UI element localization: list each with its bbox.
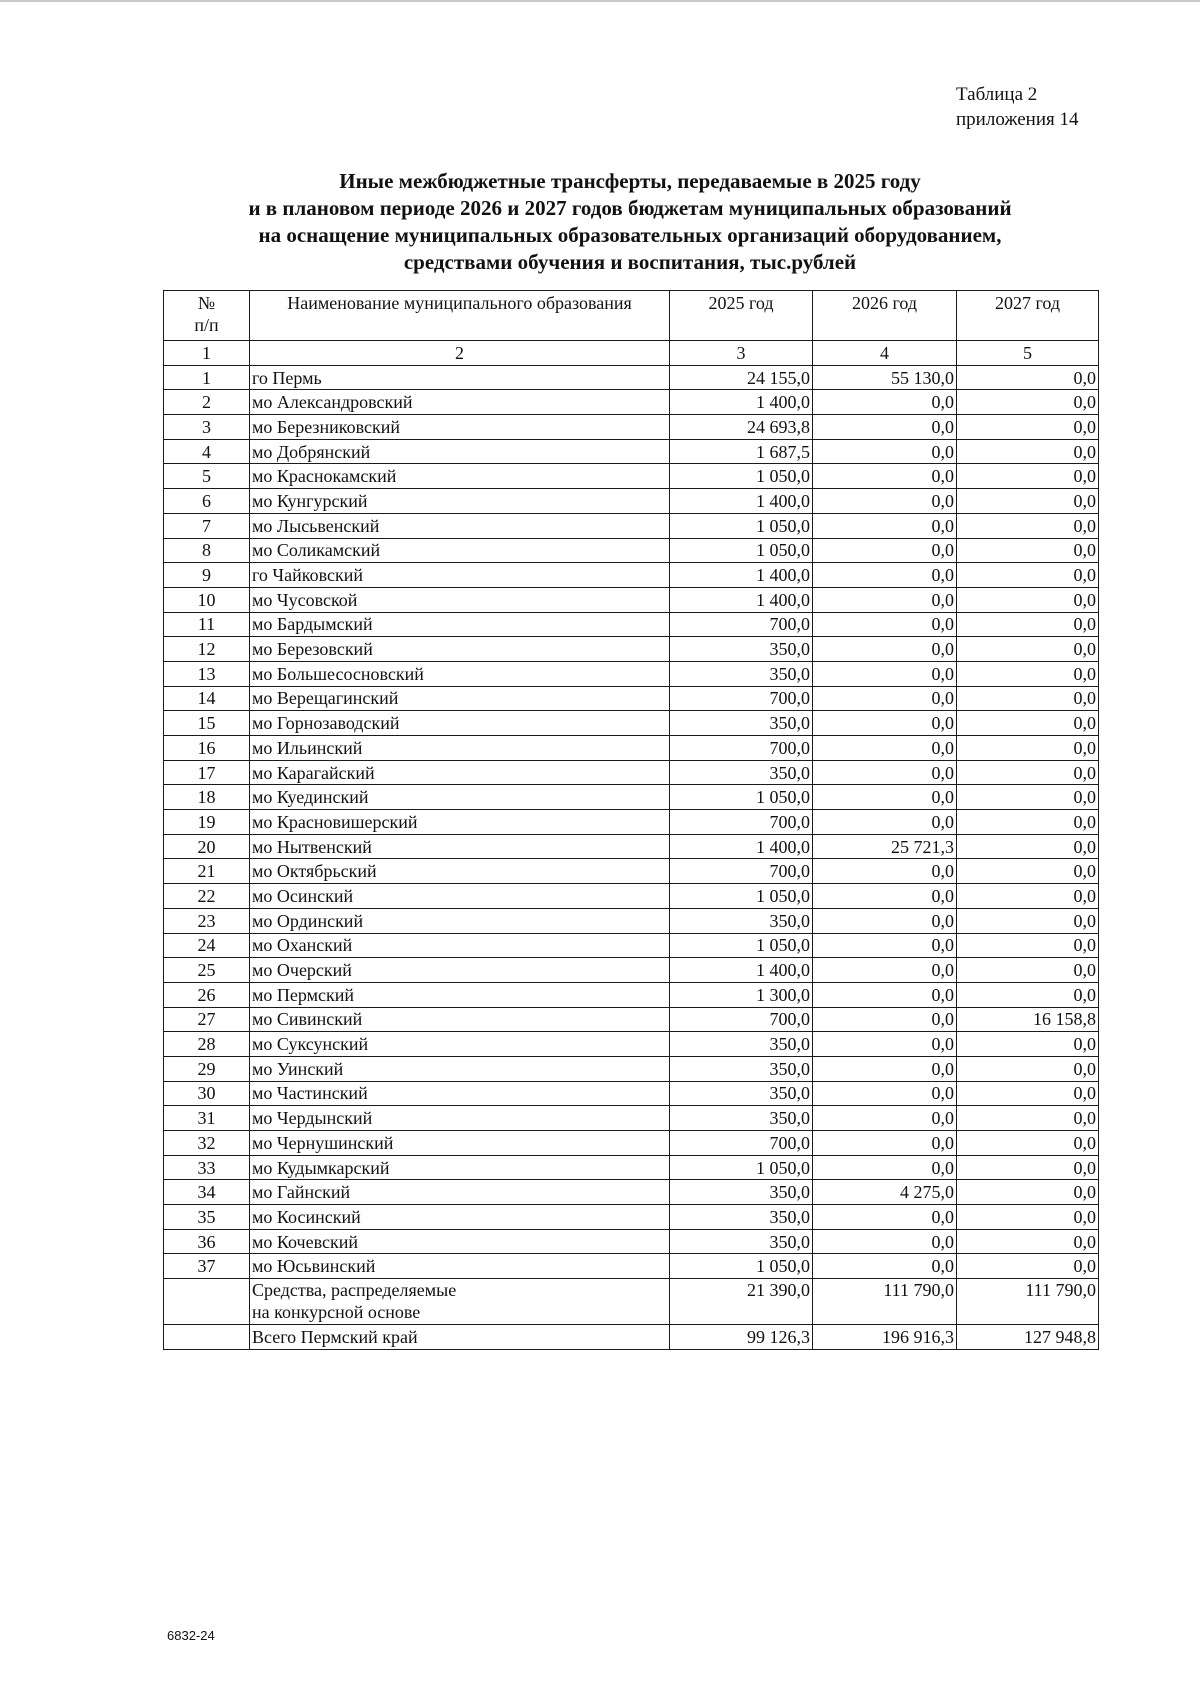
row-value-2027: 0,0 — [957, 563, 1099, 588]
row-name: мо Гайнский — [250, 1180, 670, 1205]
table-row — [164, 1131, 1099, 1156]
row-value-2027: 0,0 — [957, 1205, 1099, 1230]
row-name: мо Юсьвинский — [250, 1254, 670, 1279]
row-value-2025: 350,0 — [670, 1032, 813, 1057]
table-row — [164, 390, 1099, 415]
table-row — [164, 1180, 1099, 1205]
row-value-2025: 1 400,0 — [670, 587, 813, 612]
row-value-2025: 350,0 — [670, 1205, 813, 1230]
row-name: мо Чусовской — [250, 587, 670, 612]
row-value-2025: 700,0 — [670, 736, 813, 761]
row-value-2027: 0,0 — [957, 365, 1099, 390]
table-row — [164, 1056, 1099, 1081]
row-value-2025: 1 050,0 — [670, 538, 813, 563]
row-number: 9 — [164, 563, 250, 588]
row-name: мо Добрянский — [250, 439, 670, 464]
row-value-2025: 1 050,0 — [670, 785, 813, 810]
row-name: мо Соликамский — [250, 538, 670, 563]
table-row — [164, 365, 1099, 390]
header-number-symbol: № — [197, 293, 216, 313]
row-value-2025: 700,0 — [670, 1007, 813, 1032]
column-number: 2 — [250, 341, 670, 366]
row-value-2027: 0,0 — [957, 1056, 1099, 1081]
row-value-2027: 0,0 — [957, 785, 1099, 810]
table-body — [164, 365, 1099, 1349]
row-name: мо Ильинский — [250, 736, 670, 761]
row-name: мо Уинский — [250, 1056, 670, 1081]
row-value-2026: 0,0 — [813, 1254, 957, 1279]
table-row — [164, 661, 1099, 686]
row-number: 34 — [164, 1180, 250, 1205]
row-value-2026: 0,0 — [813, 661, 957, 686]
column-number: 1 — [164, 341, 250, 366]
row-number — [164, 1325, 250, 1350]
row-value-2025: 700,0 — [670, 810, 813, 835]
table-row — [164, 785, 1099, 810]
row-value-2026: 0,0 — [813, 884, 957, 909]
row-value-2027: 0,0 — [957, 884, 1099, 909]
appendix-reference — [956, 82, 1078, 132]
row-number: 32 — [164, 1131, 250, 1156]
row-name: мо Бардымский — [250, 612, 670, 637]
row-name: мо Осинский — [250, 884, 670, 909]
row-name: мо Верещагинский — [250, 686, 670, 711]
row-name: Всего Пермский край — [250, 1325, 670, 1350]
table-row — [164, 982, 1099, 1007]
row-value-2025: 1 050,0 — [670, 1254, 813, 1279]
row-number: 22 — [164, 884, 250, 909]
row-value-2026: 0,0 — [813, 464, 957, 489]
row-value-2027: 0,0 — [957, 637, 1099, 662]
row-value-2027: 127 948,8 — [957, 1325, 1099, 1350]
row-value-2027: 16 158,8 — [957, 1007, 1099, 1032]
row-value-2027: 0,0 — [957, 834, 1099, 859]
table-row — [164, 760, 1099, 785]
header-number — [164, 291, 250, 341]
row-value-2026: 0,0 — [813, 711, 957, 736]
row-value-2027: 0,0 — [957, 760, 1099, 785]
row-value-2026: 0,0 — [813, 1007, 957, 1032]
row-value-2026: 0,0 — [813, 982, 957, 1007]
row-name: мо Краснокамский — [250, 464, 670, 489]
scan-top-edge — [0, 0, 1200, 2]
row-value-2027: 0,0 — [957, 1032, 1099, 1057]
competitive-name-line-1: Средства, распределяемые — [252, 1280, 457, 1301]
row-number: 37 — [164, 1254, 250, 1279]
row-number: 23 — [164, 908, 250, 933]
row-value-2026: 0,0 — [813, 933, 957, 958]
row-value-2026: 0,0 — [813, 538, 957, 563]
row-name: мо Пермский — [250, 982, 670, 1007]
row-value-2025: 350,0 — [670, 1229, 813, 1254]
row-value-2026: 0,0 — [813, 1081, 957, 1106]
row-name: мо Красновишерский — [250, 810, 670, 835]
row-number: 20 — [164, 834, 250, 859]
row-name: мо Кунгурский — [250, 489, 670, 514]
row-value-2026: 0,0 — [813, 785, 957, 810]
header-number-abbr: п/п — [194, 315, 219, 335]
row-value-2026: 4 275,0 — [813, 1180, 957, 1205]
row-name: мо Большесосновский — [250, 661, 670, 686]
table-row — [164, 1106, 1099, 1131]
row-number: 10 — [164, 587, 250, 612]
table-label: Таблица 2 — [956, 84, 1038, 105]
row-name: мо Чердынский — [250, 1106, 670, 1131]
row-name: мо Суксунский — [250, 1032, 670, 1057]
table-row — [164, 489, 1099, 514]
row-name: мо Октябрьский — [250, 859, 670, 884]
row-value-2027: 0,0 — [957, 513, 1099, 538]
row-value-2026: 0,0 — [813, 1131, 957, 1156]
row-value-2025: 1 400,0 — [670, 958, 813, 983]
row-number: 30 — [164, 1081, 250, 1106]
row-value-2026: 0,0 — [813, 1229, 957, 1254]
row-number: 6 — [164, 489, 250, 514]
row-value-2025: 350,0 — [670, 1106, 813, 1131]
table-row — [164, 612, 1099, 637]
table-row — [164, 711, 1099, 736]
row-value-2025: 24 693,8 — [670, 415, 813, 440]
row-value-2025: 1 050,0 — [670, 1155, 813, 1180]
table-row — [164, 884, 1099, 909]
row-value-2026: 0,0 — [813, 1056, 957, 1081]
row-value-2027: 0,0 — [957, 736, 1099, 761]
row-value-2027: 0,0 — [957, 711, 1099, 736]
table-row — [164, 1081, 1099, 1106]
row-value-2027: 0,0 — [957, 612, 1099, 637]
row-value-2027: 0,0 — [957, 1254, 1099, 1279]
row-name: мо Лысьвенский — [250, 513, 670, 538]
row-value-2026: 0,0 — [813, 513, 957, 538]
row-value-2025: 350,0 — [670, 637, 813, 662]
row-value-2026: 0,0 — [813, 439, 957, 464]
row-name: мо Очерский — [250, 958, 670, 983]
row-number: 17 — [164, 760, 250, 785]
row-value-2026: 25 721,3 — [813, 834, 957, 859]
row-number: 31 — [164, 1106, 250, 1131]
row-value-2025: 99 126,3 — [670, 1325, 813, 1350]
table-row — [164, 1254, 1099, 1279]
table-row — [164, 736, 1099, 761]
row-name: го Чайковский — [250, 563, 670, 588]
row-number: 18 — [164, 785, 250, 810]
title-line-2: и в плановом периоде 2026 и 2027 годов бюджетам муниципальных образований — [248, 196, 1012, 220]
row-value-2026: 0,0 — [813, 686, 957, 711]
row-number: 35 — [164, 1205, 250, 1230]
header-2025: 2025 год — [670, 291, 813, 341]
row-name: мо Нытвенский — [250, 834, 670, 859]
row-name: мо Карагайский — [250, 760, 670, 785]
row-number: 3 — [164, 415, 250, 440]
row-number: 27 — [164, 1007, 250, 1032]
row-value-2026: 0,0 — [813, 415, 957, 440]
row-value-2025: 1 050,0 — [670, 933, 813, 958]
row-name: мо Косинский — [250, 1205, 670, 1230]
row-number: 21 — [164, 859, 250, 884]
table-row — [164, 637, 1099, 662]
table-row — [164, 415, 1099, 440]
row-value-2027: 0,0 — [957, 1229, 1099, 1254]
document-code: 6832-24 — [167, 1628, 215, 1643]
row-value-2027: 0,0 — [957, 1131, 1099, 1156]
row-value-2027: 0,0 — [957, 1106, 1099, 1131]
row-value-2027: 0,0 — [957, 1155, 1099, 1180]
table-row — [164, 834, 1099, 859]
row-value-2025: 1 400,0 — [670, 563, 813, 588]
row-number: 5 — [164, 464, 250, 489]
row-value-2025: 350,0 — [670, 1081, 813, 1106]
header-name: Наименование муниципального образования — [250, 291, 670, 341]
table-row — [164, 464, 1099, 489]
row-number: 29 — [164, 1056, 250, 1081]
row-value-2025: 350,0 — [670, 908, 813, 933]
row-name: мо Оханский — [250, 933, 670, 958]
row-value-2026: 0,0 — [813, 810, 957, 835]
title-line-3: на оснащение муниципальных образовательных организаций оборудованием, — [258, 223, 1002, 247]
row-number: 2 — [164, 390, 250, 415]
row-value-2025: 350,0 — [670, 711, 813, 736]
row-number: 8 — [164, 538, 250, 563]
row-name: мо Березовский — [250, 637, 670, 662]
row-value-2027: 0,0 — [957, 933, 1099, 958]
table-row — [164, 1229, 1099, 1254]
row-value-2027: 0,0 — [957, 587, 1099, 612]
row-number: 25 — [164, 958, 250, 983]
table-row — [164, 859, 1099, 884]
row-number: 7 — [164, 513, 250, 538]
column-number: 3 — [670, 341, 813, 366]
row-value-2027: 0,0 — [957, 1180, 1099, 1205]
appendix-label: приложения 14 — [956, 109, 1079, 130]
row-name: мо Кочевский — [250, 1229, 670, 1254]
row-value-2025: 350,0 — [670, 760, 813, 785]
row-name: мо Горнозаводский — [250, 711, 670, 736]
row-number: 24 — [164, 933, 250, 958]
table-row — [164, 1032, 1099, 1057]
row-value-2026: 0,0 — [813, 637, 957, 662]
row-value-2026: 0,0 — [813, 760, 957, 785]
row-value-2026: 0,0 — [813, 859, 957, 884]
row-value-2026: 0,0 — [813, 489, 957, 514]
header-2027: 2027 год — [957, 291, 1099, 341]
row-value-2026: 0,0 — [813, 563, 957, 588]
row-value-2027: 0,0 — [957, 1081, 1099, 1106]
table-header-row — [164, 291, 1099, 341]
row-value-2026: 0,0 — [813, 612, 957, 637]
row-value-2025: 700,0 — [670, 1131, 813, 1156]
row-value-2027: 0,0 — [957, 982, 1099, 1007]
total-row — [164, 1325, 1099, 1350]
row-value-2025: 24 155,0 — [670, 365, 813, 390]
row-value-2026: 0,0 — [813, 958, 957, 983]
table-row — [164, 1205, 1099, 1230]
table-row — [164, 1155, 1099, 1180]
row-value-2027: 111 790,0 — [957, 1279, 1099, 1325]
row-value-2026: 0,0 — [813, 1205, 957, 1230]
row-value-2025: 1 050,0 — [670, 884, 813, 909]
row-number: 11 — [164, 612, 250, 637]
row-number: 26 — [164, 982, 250, 1007]
row-value-2025: 1 400,0 — [670, 390, 813, 415]
table-row — [164, 563, 1099, 588]
row-value-2026: 55 130,0 — [813, 365, 957, 390]
row-number: 15 — [164, 711, 250, 736]
row-number: 28 — [164, 1032, 250, 1057]
transfers-table — [163, 290, 1099, 1350]
row-value-2026: 196 916,3 — [813, 1325, 957, 1350]
row-value-2026: 0,0 — [813, 1032, 957, 1057]
row-value-2025: 1 687,5 — [670, 439, 813, 464]
title-line-1: Иные межбюджетные трансферты, передаваемые в 2025 году — [339, 169, 921, 193]
table-row — [164, 810, 1099, 835]
row-value-2026: 0,0 — [813, 587, 957, 612]
row-value-2027: 0,0 — [957, 390, 1099, 415]
row-name: мо Кудымкарский — [250, 1155, 670, 1180]
row-value-2025: 700,0 — [670, 859, 813, 884]
row-value-2025: 1 050,0 — [670, 464, 813, 489]
row-value-2027: 0,0 — [957, 810, 1099, 835]
table-row — [164, 513, 1099, 538]
table-row — [164, 587, 1099, 612]
row-value-2025: 700,0 — [670, 612, 813, 637]
row-value-2026: 0,0 — [813, 390, 957, 415]
row-value-2025: 1 300,0 — [670, 982, 813, 1007]
row-name — [250, 1279, 670, 1325]
document-title — [150, 168, 1110, 276]
competitive-funds-row — [164, 1279, 1099, 1325]
row-number: 12 — [164, 637, 250, 662]
row-name: го Пермь — [250, 365, 670, 390]
row-value-2026: 0,0 — [813, 1155, 957, 1180]
row-value-2027: 0,0 — [957, 415, 1099, 440]
row-value-2027: 0,0 — [957, 538, 1099, 563]
row-name: мо Куединский — [250, 785, 670, 810]
column-number: 4 — [813, 341, 957, 366]
row-name: мо Александровский — [250, 390, 670, 415]
row-value-2026: 111 790,0 — [813, 1279, 957, 1325]
row-value-2025: 1 050,0 — [670, 513, 813, 538]
row-value-2025: 21 390,0 — [670, 1279, 813, 1325]
row-value-2026: 0,0 — [813, 1106, 957, 1131]
row-value-2025: 350,0 — [670, 1180, 813, 1205]
row-value-2027: 0,0 — [957, 908, 1099, 933]
row-value-2025: 1 400,0 — [670, 834, 813, 859]
row-number: 16 — [164, 736, 250, 761]
table-row — [164, 1007, 1099, 1032]
row-value-2025: 1 400,0 — [670, 489, 813, 514]
table-row — [164, 933, 1099, 958]
row-name: мо Чернушинский — [250, 1131, 670, 1156]
row-name: мо Березниковский — [250, 415, 670, 440]
row-number: 14 — [164, 686, 250, 711]
row-value-2025: 350,0 — [670, 661, 813, 686]
row-number: 19 — [164, 810, 250, 835]
row-value-2025: 350,0 — [670, 1056, 813, 1081]
row-number: 36 — [164, 1229, 250, 1254]
row-name: мо Сивинский — [250, 1007, 670, 1032]
row-value-2027: 0,0 — [957, 686, 1099, 711]
row-value-2027: 0,0 — [957, 859, 1099, 884]
table-row — [164, 439, 1099, 464]
row-value-2027: 0,0 — [957, 661, 1099, 686]
row-value-2026: 0,0 — [813, 908, 957, 933]
row-value-2026: 0,0 — [813, 736, 957, 761]
table-row — [164, 686, 1099, 711]
title-line-4: средствами обучения и воспитания, тыс.рублей — [403, 250, 857, 274]
table-row — [164, 958, 1099, 983]
row-number — [164, 1279, 250, 1325]
row-name: мо Частинский — [250, 1081, 670, 1106]
row-number: 1 — [164, 365, 250, 390]
row-value-2027: 0,0 — [957, 958, 1099, 983]
column-number-row — [164, 341, 1099, 366]
row-value-2027: 0,0 — [957, 489, 1099, 514]
table-row — [164, 908, 1099, 933]
table-row — [164, 538, 1099, 563]
row-number: 13 — [164, 661, 250, 686]
column-number: 5 — [957, 341, 1099, 366]
row-number: 4 — [164, 439, 250, 464]
row-value-2027: 0,0 — [957, 464, 1099, 489]
row-value-2027: 0,0 — [957, 439, 1099, 464]
row-number: 33 — [164, 1155, 250, 1180]
header-2026: 2026 год — [813, 291, 957, 341]
competitive-name-line-2: на конкурсной основе — [252, 1302, 421, 1323]
row-value-2025: 700,0 — [670, 686, 813, 711]
row-name: мо Ординский — [250, 908, 670, 933]
